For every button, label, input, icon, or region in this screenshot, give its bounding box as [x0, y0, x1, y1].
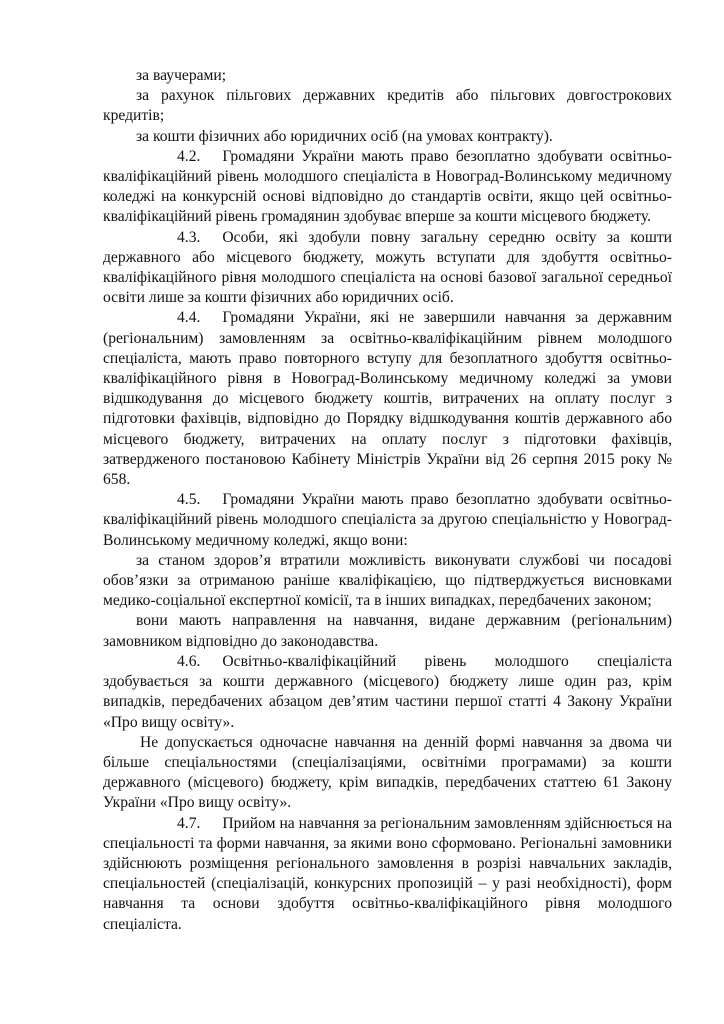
clause-number: 4.2.	[177, 147, 201, 165]
clause-number: 4.3.	[177, 228, 201, 246]
paragraph-simultaneous-study	[103, 733, 672, 814]
clause-4-3	[103, 228, 672, 309]
clause-text: Громадяни України мають право безоплатно здобувати освітньо-кваліфікаційний рівень молодшого спеціаліста в Новоград-Волинському медичному коледжі на конкурсній основі відповідно до стандартів освіти, якщо цей освітньо-кваліфікаційний рівень громадянин здобуває вперше за кошти місцевого бюджету.	[103, 147, 672, 226]
paragraph-text: вони мають направлення на навчання, видане державним (регіональним) замовником відповідно до законодавства.	[103, 612, 672, 650]
clause-text: Громадяни України, які не завершили навчання за державним (регіональним) замовленням за освітньо-кваліфікаційним рівнем молодшого спеціаліста, мають право повторного вступу для безоплатного здобуття освітньо-кваліфікаційного рівня в Новоград-Волинському медичному коледжі за умови відшкодування до місцевого бюджету коштів, витрачених на оплату послуг з підготовки фахівців, відповідно до Порядку відшкодування коштів державного або місцевого бюджету, витрачених на оплату послуг з підготовки фахівців, затвердженого постановою Кабінету Міністрів України від 26 серпня 2015 року № 658.	[103, 309, 672, 489]
paragraph-text: за рахунок пільгових державних кредитів або пільгових довгострокових кредитів;	[103, 87, 672, 125]
paragraph-credits	[103, 86, 672, 126]
clause-number: 4.4.	[177, 309, 201, 327]
paragraph-text: за кошти фізичних або юридичних осіб (на умовах контракту).	[136, 127, 553, 145]
paragraph-text: за ваучерами;	[136, 67, 227, 84]
paragraph-contract	[103, 127, 672, 147]
paragraph-voucher	[103, 66, 672, 86]
clause-4-6	[103, 652, 672, 733]
document-page	[103, 66, 672, 935]
paragraph-text: Не допускається одночасне навчання на денній формі навчання за двома чи більше спеціальностями (спеціалізаціями, освітніми програмами) за кошти державного (місцевого) бюджету, крім випадків, передбачених статтею 61 Закону України «Про вищу освіту».	[103, 733, 672, 812]
clause-text: Громадяни України мають право безоплатно здобувати освітньо-кваліфікаційний рівень молодшого спеціаліста за другою спеціальністю у Новоград-Волинському медичному коледжі, якщо вони:	[103, 491, 672, 549]
clause-number: 4.7.	[177, 814, 201, 832]
paragraph-health	[103, 551, 672, 612]
clause-text: Освітньо-кваліфікаційний рівень молодшого спеціаліста здобувається за кошти державного (місцевого) бюджету лише один раз, крім випадків, передбачених абзацом дев’ятим частини першої статті 4 Закону України «Про вищу освіту».	[103, 652, 672, 731]
clause-4-7	[103, 814, 672, 935]
clause-number: 4.6.	[177, 652, 201, 670]
paragraph-text: за станом здоров’я втратили можливість виконувати службові чи посадові обов’язки за отриманою раніше кваліфікацією, що підтверджується висновками медико-соціальної експертної комісії, та в інших випадках, передбачених законом;	[103, 551, 672, 610]
clause-number: 4.5.	[177, 491, 201, 509]
clause-4-5	[103, 490, 672, 551]
clause-text: Прийом на навчання за регіональним замовленням здійснюється на спеціальності та форми навчання, за якими воно сформовано. Регіональні замовники здійснюють розміщення регіонального замовлення в розрізі навчальних закладів, спеціальностей (спеціалізацій, конкурсних пропозицій – у разі необхідності), форм навчання та основи здобуття освітньо-кваліфікаційного рівня молодшого спеціаліста.	[103, 814, 672, 933]
clause-4-2	[103, 147, 672, 228]
clause-4-4	[103, 308, 672, 490]
paragraph-referral	[103, 611, 672, 651]
clause-text: Особи, які здобули повну загальну середню освіту за кошти державного або місцевого бюджету, можуть вступати для здобуття освітньо-кваліфікаційного рівня молодшого спеціаліста на основі базової загальної середньої освіти лише за кошти фізичних або юридичних осіб.	[103, 228, 672, 307]
